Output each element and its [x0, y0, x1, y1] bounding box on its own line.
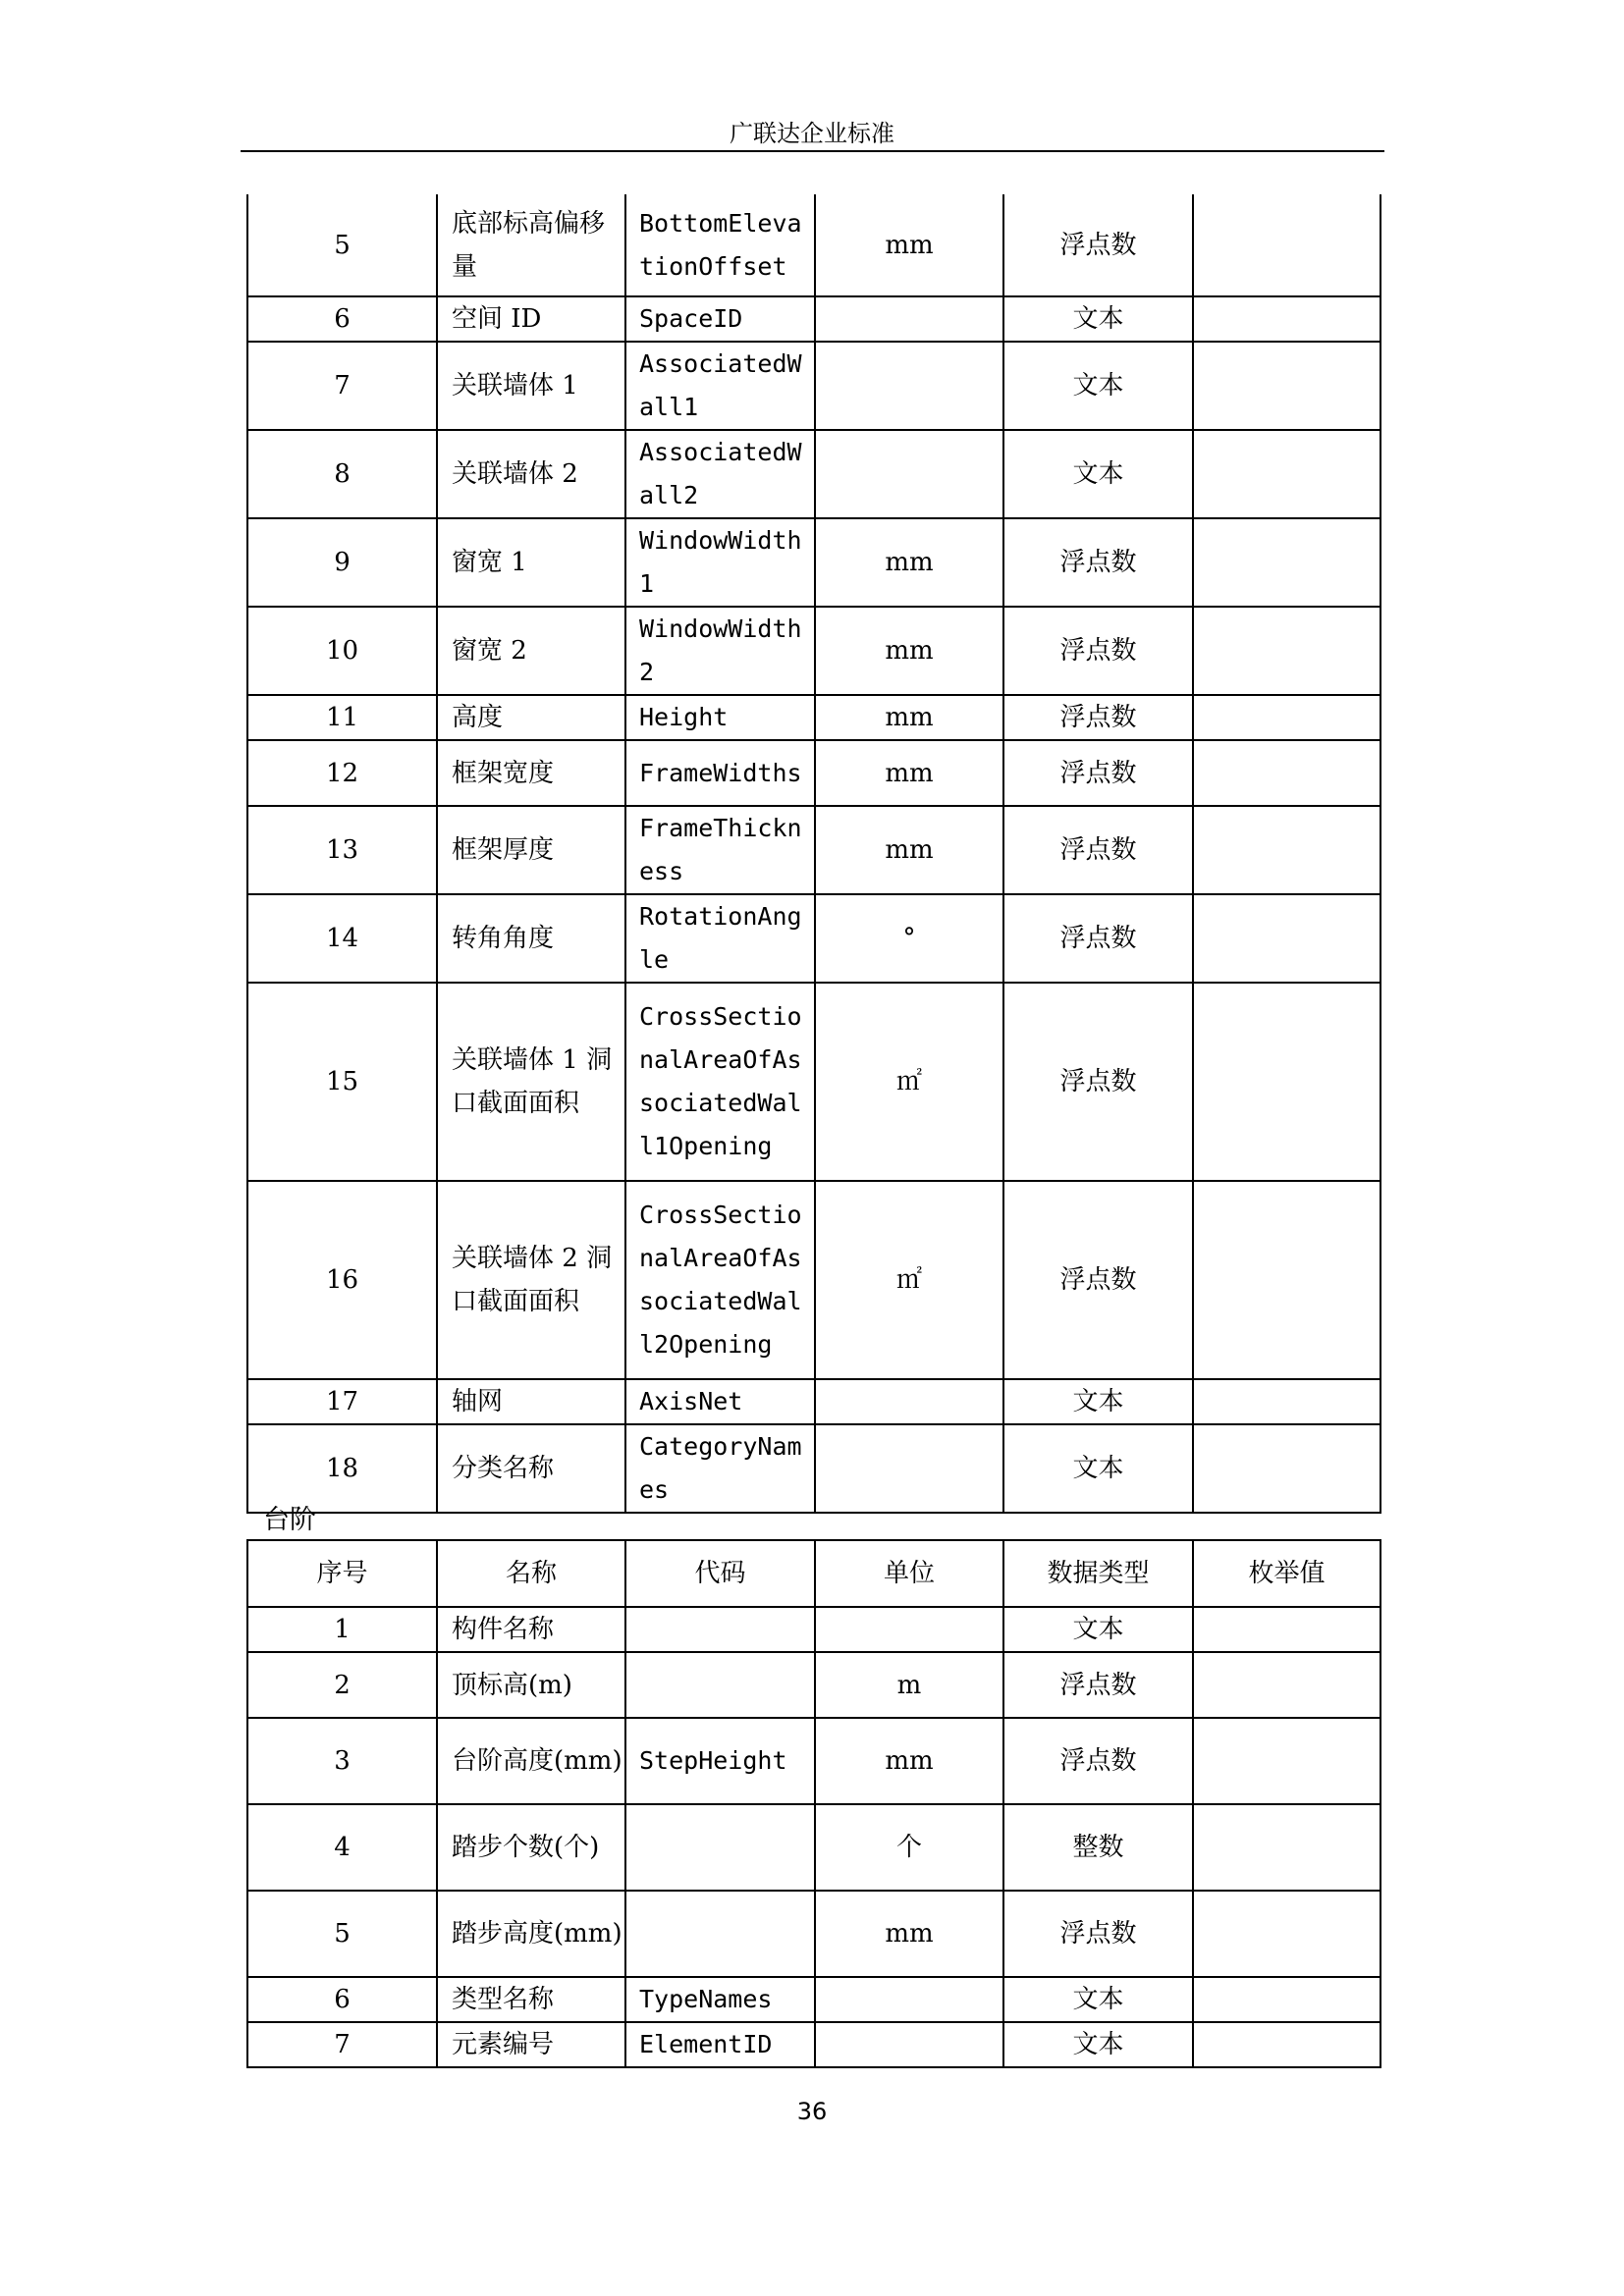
row-type: 文本	[1003, 1977, 1193, 2022]
row-code: FrameWidths	[625, 740, 815, 806]
row-enum	[1193, 1804, 1380, 1891]
row-type: 浮点数	[1003, 194, 1193, 296]
row-enum	[1193, 1977, 1380, 2022]
row-unit: mm	[815, 194, 1003, 296]
table-row	[247, 1652, 1380, 1718]
table-row	[247, 194, 1380, 296]
row-enum	[1193, 296, 1380, 342]
table-row	[247, 342, 1380, 430]
row-name: 分类名称	[437, 1424, 625, 1513]
row-no: 13	[247, 806, 437, 894]
row-code	[625, 1804, 815, 1891]
row-name: 窗宽 1	[437, 518, 625, 607]
row-unit: °	[815, 894, 1003, 983]
row-no: 17	[247, 1379, 437, 1424]
row-type: 文本	[1003, 1379, 1193, 1424]
row-type: 浮点数	[1003, 607, 1193, 695]
row-name: 框架宽度	[437, 740, 625, 806]
row-no: 3	[247, 1718, 437, 1804]
table-row	[247, 983, 1380, 1181]
row-unit: ㎡	[815, 1181, 1003, 1379]
header-rule	[241, 150, 1384, 152]
row-unit: m	[815, 1652, 1003, 1718]
row-no: 8	[247, 430, 437, 518]
row-type: 整数	[1003, 1804, 1193, 1891]
table-row	[247, 1718, 1380, 1804]
row-unit	[815, 1607, 1003, 1652]
row-code: TypeNames	[625, 1977, 815, 2022]
row-no: 15	[247, 983, 437, 1181]
row-unit	[815, 1977, 1003, 2022]
table-row	[247, 518, 1380, 607]
row-code: SpaceID	[625, 296, 815, 342]
row-code: FrameThickness	[625, 806, 815, 894]
row-unit	[815, 1424, 1003, 1513]
row-name: 关联墙体 1	[437, 342, 625, 430]
row-no: 16	[247, 1181, 437, 1379]
row-no: 12	[247, 740, 437, 806]
row-enum	[1193, 894, 1380, 983]
page-number: 36	[796, 2098, 828, 2125]
row-enum	[1193, 1424, 1380, 1513]
row-enum	[1193, 1181, 1380, 1379]
column-header: 枚举值	[1193, 1540, 1380, 1607]
row-no: 11	[247, 695, 437, 740]
row-unit: mm	[815, 806, 1003, 894]
row-enum	[1193, 518, 1380, 607]
table-row	[247, 740, 1380, 806]
row-code: AxisNet	[625, 1379, 815, 1424]
row-code: ElementID	[625, 2022, 815, 2067]
row-code: AssociatedWall1	[625, 342, 815, 430]
row-name: 关联墙体 2	[437, 430, 625, 518]
row-unit	[815, 296, 1003, 342]
row-name: 关联墙体 1 洞口截面面积	[437, 983, 625, 1181]
row-unit: mm	[815, 607, 1003, 695]
row-unit	[815, 342, 1003, 430]
row-type: 浮点数	[1003, 1891, 1193, 1977]
column-header: 代码	[625, 1540, 815, 1607]
row-name: 踏步个数(个)	[437, 1804, 625, 1891]
row-code: BottomElevationOffset	[625, 194, 815, 296]
row-name: 框架厚度	[437, 806, 625, 894]
table-row	[247, 1891, 1380, 1977]
row-code: RotationAngle	[625, 894, 815, 983]
row-code: Height	[625, 695, 815, 740]
row-unit	[815, 430, 1003, 518]
row-no: 9	[247, 518, 437, 607]
row-no: 4	[247, 1804, 437, 1891]
table-row	[247, 607, 1380, 695]
row-unit	[815, 1379, 1003, 1424]
table-row	[247, 1379, 1380, 1424]
row-no: 6	[247, 1977, 437, 2022]
row-type: 文本	[1003, 430, 1193, 518]
row-unit: mm	[815, 1718, 1003, 1804]
row-unit: mm	[815, 518, 1003, 607]
row-name: 底部标高偏移量	[437, 194, 625, 296]
row-type: 浮点数	[1003, 1181, 1193, 1379]
row-unit: mm	[815, 1891, 1003, 1977]
row-type: 浮点数	[1003, 806, 1193, 894]
row-no: 7	[247, 2022, 437, 2067]
row-name: 高度	[437, 695, 625, 740]
row-type: 文本	[1003, 296, 1193, 342]
column-header: 序号	[247, 1540, 437, 1607]
table-header-row	[247, 1540, 1380, 1607]
table-row	[247, 296, 1380, 342]
row-enum	[1193, 430, 1380, 518]
row-type: 浮点数	[1003, 740, 1193, 806]
table-row	[247, 894, 1380, 983]
row-name: 顶标高(m)	[437, 1652, 625, 1718]
row-enum	[1193, 1379, 1380, 1424]
row-code: AssociatedWall2	[625, 430, 815, 518]
row-enum	[1193, 194, 1380, 296]
row-no: 7	[247, 342, 437, 430]
row-type: 浮点数	[1003, 1652, 1193, 1718]
row-name: 空间 ID	[437, 296, 625, 342]
row-name: 构件名称	[437, 1607, 625, 1652]
row-type: 文本	[1003, 1607, 1193, 1652]
attribute-table-continued	[246, 194, 1381, 1514]
row-enum	[1193, 740, 1380, 806]
row-code	[625, 1652, 815, 1718]
row-type: 文本	[1003, 1424, 1193, 1513]
row-name: 窗宽 2	[437, 607, 625, 695]
row-enum	[1193, 607, 1380, 695]
column-header: 名称	[437, 1540, 625, 1607]
table-row	[247, 1607, 1380, 1652]
row-no: 6	[247, 296, 437, 342]
row-name: 轴网	[437, 1379, 625, 1424]
page-header-title: 广联达企业标准	[730, 120, 894, 147]
row-code: CrossSectionalAreaOfAssociatedWall1Opening	[625, 983, 815, 1181]
table-row	[247, 806, 1380, 894]
table-row	[247, 2022, 1380, 2067]
row-enum	[1193, 806, 1380, 894]
row-no: 10	[247, 607, 437, 695]
row-unit: ㎡	[815, 983, 1003, 1181]
row-type: 浮点数	[1003, 983, 1193, 1181]
row-name: 转角角度	[437, 894, 625, 983]
row-type: 浮点数	[1003, 695, 1193, 740]
table-row	[247, 1977, 1380, 2022]
row-enum	[1193, 1718, 1380, 1804]
row-type: 文本	[1003, 342, 1193, 430]
row-code	[625, 1607, 815, 1652]
table-row	[247, 1424, 1380, 1513]
row-enum	[1193, 983, 1380, 1181]
row-code: StepHeight	[625, 1718, 815, 1804]
row-type: 文本	[1003, 2022, 1193, 2067]
row-code: WindowWidth2	[625, 607, 815, 695]
row-code: CrossSectionalAreaOfAssociatedWall2Opening	[625, 1181, 815, 1379]
row-no: 14	[247, 894, 437, 983]
row-enum	[1193, 1607, 1380, 1652]
table-row	[247, 1804, 1380, 1891]
row-code	[625, 1891, 815, 1977]
row-enum	[1193, 2022, 1380, 2067]
column-header: 数据类型	[1003, 1540, 1193, 1607]
row-name: 元素编号	[437, 2022, 625, 2067]
table-row	[247, 430, 1380, 518]
row-unit: 个	[815, 1804, 1003, 1891]
row-name: 关联墙体 2 洞口截面面积	[437, 1181, 625, 1379]
row-unit: mm	[815, 695, 1003, 740]
row-type: 浮点数	[1003, 894, 1193, 983]
row-no: 5	[247, 1891, 437, 1977]
row-unit	[815, 2022, 1003, 2067]
steps-attribute-table	[246, 1539, 1381, 2068]
row-no: 18	[247, 1424, 437, 1513]
row-enum	[1193, 342, 1380, 430]
section-label-steps: 台阶	[263, 1505, 316, 1535]
row-name: 类型名称	[437, 1977, 625, 2022]
row-no: 5	[247, 194, 437, 296]
row-type: 浮点数	[1003, 518, 1193, 607]
row-no: 1	[247, 1607, 437, 1652]
row-name: 踏步高度(mm)	[437, 1891, 625, 1977]
row-name: 台阶高度(mm)	[437, 1718, 625, 1804]
table-row	[247, 1181, 1380, 1379]
row-type: 浮点数	[1003, 1718, 1193, 1804]
row-no: 2	[247, 1652, 437, 1718]
table-row	[247, 695, 1380, 740]
row-unit: mm	[815, 740, 1003, 806]
row-enum	[1193, 695, 1380, 740]
row-enum	[1193, 1891, 1380, 1977]
row-code: CategoryNames	[625, 1424, 815, 1513]
row-enum	[1193, 1652, 1380, 1718]
column-header: 单位	[815, 1540, 1003, 1607]
row-code: WindowWidth1	[625, 518, 815, 607]
